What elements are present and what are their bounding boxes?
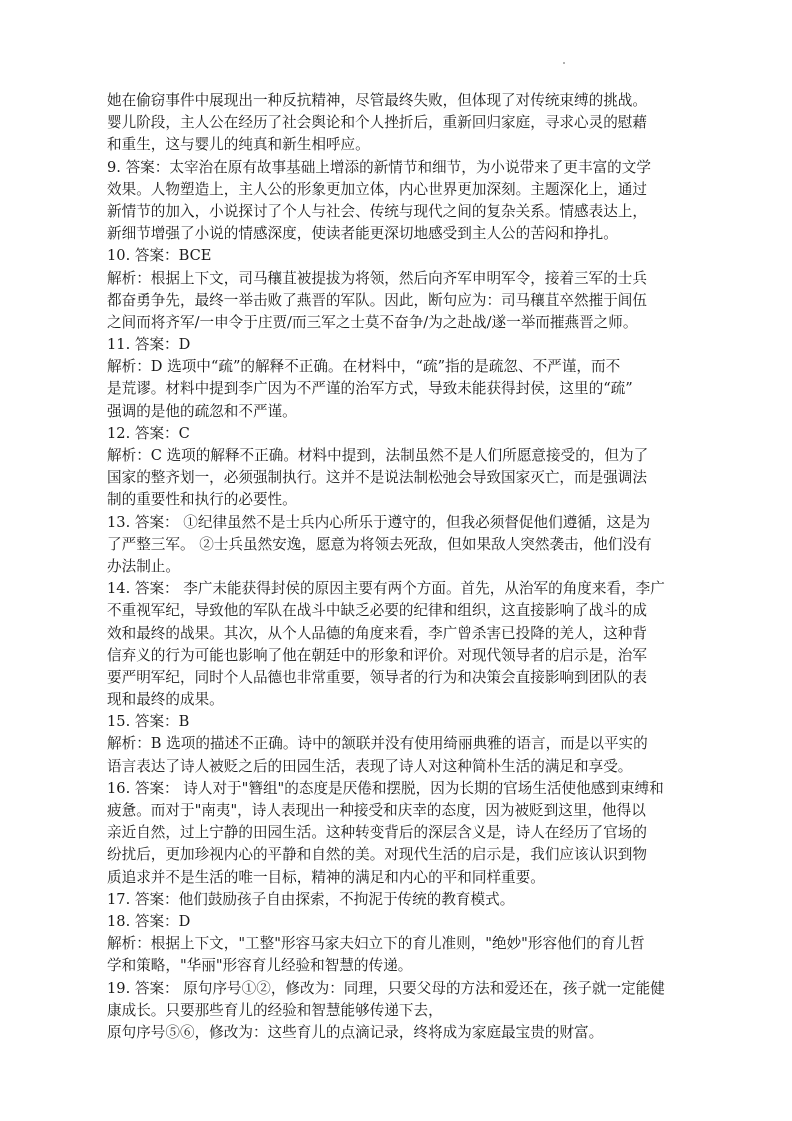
text-line: 解析：B 选项的描述不正确。诗中的颔联并没有使用绮丽典雅的语言，而是以平实的 <box>107 735 648 753</box>
text-line: 婴儿阶段，主人公在经历了社会舆论和个人挫折后，重新回归家庭，寻求心灵的慰藉 <box>107 114 647 132</box>
text-line: 解析：C 选项的解释不正确。材料中提到，法制虽然不是人们所愿意接受的，但为了 <box>107 447 649 464</box>
answer-11-line: 11. 答案：D <box>107 336 191 354</box>
text-line: 疲惫。而对于"南夷"，诗人表现出一种接受和庆幸的态度，因为被贬到这里，他得以 <box>107 802 646 819</box>
text-line: 亲近自然，过上宁静的田园生活。这种转变背后的深层含义是，诗人在经历了官场的 <box>107 824 647 842</box>
answer-16-line: 16. 答案： 诗人对于"簪组"的态度是厌倦和摆脱，因为长期的官场生活使他感到束缚和 <box>107 779 664 797</box>
text-line: 之间而将齐军/一申令于庄贾/而三军之士莫不奋争/为之赴战/遂一举而摧燕晋之师。 <box>107 313 638 331</box>
text-line: 强调的是他的疏忽和不严谨。 <box>107 402 297 420</box>
text-line: 制的重要性和执行的必要性。 <box>107 491 297 509</box>
answer-9-line: 9. 答案：太宰治在原有故事基础上增添的新情节和细节，为小说带来了更丰富的文学 <box>107 158 651 176</box>
answer-19-line: 19. 答案： 原句序号①②，修改为：同理，只要父母的方法和爱还在，孩子就一定能健 <box>107 979 665 997</box>
text-line: 她在偷窃事件中展现出一种反抗精神，尽管最终失败，但体现了对传统束缚的挑战。 <box>107 92 647 109</box>
text-line: 语言表达了诗人被贬之后的田园生活，表现了诗人对这种简朴生活的满足和享受。 <box>107 757 633 775</box>
text-line: 信弃义的行为可能也影响了他在朝廷中的形象和评价。对现代领导者的启示是，治军 <box>107 646 647 664</box>
text-line: 质追求并不是生活的唯一目标，精神的满足和内心的平和同样重要。 <box>107 868 545 886</box>
answer-document <box>107 90 690 1044</box>
text-line: 解析：根据上下文，司马穰苴被提拔为将领，然后向齐军申明军令，接着三军的士兵 <box>107 269 647 287</box>
answer-17-line: 17. 答案：他们鼓励孩子自由探索，不拘泥于传统的教育模式。 <box>107 890 515 908</box>
text-line: 办法制止。 <box>107 557 180 575</box>
answer-14-line: 14. 答案： 李广未能获得封侯的原因主要有两个方面。首先，从治军的角度来看，李广 <box>107 580 665 598</box>
answer-10-line: 10. 答案：BCE <box>107 247 212 265</box>
answer-18-line: 18. 答案：D <box>107 912 191 930</box>
header-mark <box>563 62 565 64</box>
text-line: 是荒谬。材料中提到李广因为不严谨的治军方式，导致未能获得封侯，这里的“疏” <box>107 380 633 398</box>
text-line: 解析：D 选项中“疏”的解释不正确。在材料中，“疏”指的是疏忽、不严谨，而不 <box>107 358 621 376</box>
text-line: 康成长。只要那些育儿的经验和智慧能够传递下去， <box>107 1001 443 1019</box>
answer-15-line: 15. 答案：B <box>107 713 190 731</box>
text-line: 学和策略，"华丽"形容育儿经验和智慧的传递。 <box>107 957 413 975</box>
text-line: 了严整三军。 ②士兵虽然安逸，愿意为将领去死敌，但如果敌人突然袭击，他们没有 <box>107 535 652 553</box>
answer-12-line: 12. 答案：C <box>107 424 190 442</box>
text-line: 纷扰后，更加珍视内心的平静和自然的美。对现代生活的启示是，我们应该认识到物 <box>107 846 647 864</box>
answer-13-line: 13. 答案： ①纪律虽然不是士兵内心所乐于遵守的，但我必须督促他们遵循，这是为 <box>107 513 651 531</box>
text-line: 现和最终的成果。 <box>107 691 224 709</box>
text-line: 和重生，这与婴儿的纯真和新生相呼应。 <box>107 136 370 154</box>
text-line: 原句序号⑤⑥，修改为：这些育儿的点滴记录，终将成为家庭最宝贵的财富。 <box>107 1023 604 1041</box>
text-line: 都奋勇争先，最终一举击败了燕晋的军队。因此，断句应为：司马穰苴卒然摧于闾伍 <box>107 291 647 309</box>
text-line: 解析：根据上下文，"工整"形容马家夫妇立下的育儿准则，"绝妙"形容他们的育儿哲 <box>107 935 645 953</box>
text-line: 要严明军纪，同时个人品德也非常重要，领导者的行为和决策会直接影响到团队的表 <box>107 668 647 686</box>
text-line: 国家的整齐划一，必须强制执行。这并不是说法制松弛会导致国家灭亡，而是强调法 <box>107 469 647 487</box>
text-line: 不重视军纪，导致他的军队在战斗中缺乏必要的纪律和组织，这直接影响了战斗的成 <box>107 602 647 620</box>
text-line: 新细节增强了小说的情感深度，使读者能更深切地感受到主人公的苦闷和挣扎。 <box>107 225 618 243</box>
text-line: 新情节的加入，小说探讨了个人与社会、传统与现代之间的复杂关系。情感表达上， <box>107 202 647 220</box>
text-line: 效果。人物塑造上，主人公的形象更加立体，内心世界更加深刻。主题深化上，通过 <box>107 180 647 198</box>
text-line: 效和最终的战果。其次，从个人品德的角度来看，李广曾杀害已投降的羌人，这种背 <box>107 624 647 642</box>
